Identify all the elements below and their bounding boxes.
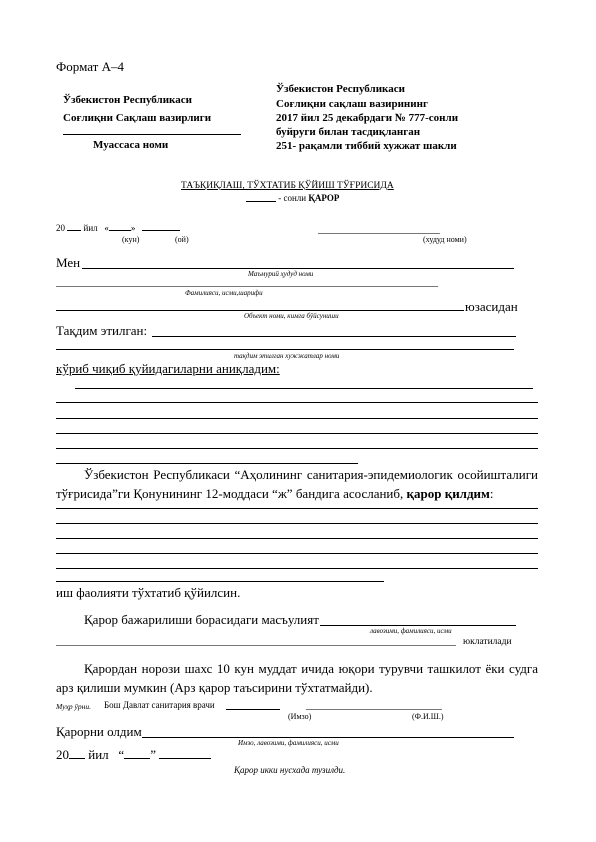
month-caption: (ой) bbox=[175, 235, 189, 244]
approval-line-2: Соғлиқни сақлаш вазирининг bbox=[276, 98, 428, 110]
approval-line-3: 2017 йил 25 декабрдаги № 777-сонли bbox=[276, 112, 459, 124]
year-prefix-2: 20 bbox=[56, 747, 69, 762]
day-caption: (кун) bbox=[122, 235, 140, 244]
year-suffix: йил bbox=[83, 223, 98, 233]
responsibility-label: Қарор бажарилиши борасидаги масъулият bbox=[84, 612, 319, 627]
presented-line-2[interactable] bbox=[56, 349, 514, 350]
year-suffix-2: йил bbox=[88, 747, 109, 762]
date-row bbox=[56, 223, 180, 233]
institution-name-line[interactable] bbox=[63, 134, 241, 135]
assigned-label: юклатилади bbox=[463, 637, 512, 647]
footer-note: Қарор икки нусхада тузилди. bbox=[234, 765, 346, 775]
responsibility-line[interactable] bbox=[320, 625, 516, 626]
fio-line[interactable] bbox=[306, 709, 442, 710]
decision-number-row bbox=[246, 193, 339, 203]
fio-caption: (Ф.И.Ш.) bbox=[412, 712, 444, 721]
presented-label: Тақдим этилган: bbox=[56, 323, 148, 338]
month-field[interactable] bbox=[142, 223, 180, 231]
law-paragraph bbox=[56, 465, 538, 503]
approval-line-4: буйруги билан тасдиқланган bbox=[276, 126, 421, 138]
findings-line-6[interactable] bbox=[56, 463, 358, 464]
region-caption: (худуд номи) bbox=[423, 235, 467, 244]
decision-line-5[interactable] bbox=[56, 568, 538, 569]
quote2-close: ” bbox=[150, 747, 156, 762]
year-prefix: 20 bbox=[56, 223, 65, 233]
decision-line-1[interactable] bbox=[56, 508, 538, 509]
responsible-person-line[interactable] bbox=[56, 645, 456, 646]
region-field[interactable] bbox=[318, 233, 440, 234]
received-label: Қарорни олдим bbox=[56, 724, 142, 739]
findings-line-2[interactable] bbox=[56, 402, 538, 403]
caption-position: лавозими, фамилияси, исми bbox=[370, 627, 452, 635]
caption-official: Маъмурий ҳудуд номи bbox=[248, 270, 314, 278]
approval-line-5: 251- рақамли тиббий хужжат шакли bbox=[276, 140, 457, 152]
ministry-line-2: Соғлиқни Сақлаш вазирлиги bbox=[63, 112, 212, 124]
final-date-row bbox=[56, 748, 211, 761]
chief-doctor-label: Бош Давлат санитария врачи bbox=[104, 700, 215, 710]
approval-line-1: Ўзбекистон Республикаси bbox=[276, 83, 405, 95]
seal-label: Муҳр ўрни. bbox=[56, 702, 91, 711]
decision-line-3[interactable] bbox=[56, 538, 538, 539]
received-line[interactable] bbox=[142, 737, 514, 738]
caption-object: Объект номи, кимга бўйсуниши bbox=[244, 312, 339, 320]
appeal-paragraph: Қарордан норози шахс 10 кун муддат ичида юқори турувчи ташкилот ёки судга арз қилиши мумкин (Арз қарор таъсирини тўхтатмайди). bbox=[56, 661, 538, 695]
findings-line-5[interactable] bbox=[56, 448, 538, 449]
law-paragraph-text: Ўзбекистон Республикаси “Аҳолининг санитария-эпидемиологик осойишталиги тўғрисида”ги Қонунининг 12-моддаси “ж” бандига асосланиб, bbox=[56, 467, 538, 501]
institution-caption: Муассаса номи bbox=[93, 139, 169, 151]
year-field-2[interactable] bbox=[69, 748, 85, 759]
findings-line-3[interactable] bbox=[56, 418, 538, 419]
caption-documents: тақдим этилган хужжатлар номи bbox=[234, 352, 340, 360]
decision-number-field[interactable] bbox=[246, 193, 276, 202]
caption-name: Фамилияси, исми,шарифи bbox=[185, 289, 263, 297]
caption-received: Имзо, лавозими, фамилияси, исми bbox=[238, 739, 339, 747]
decision-line-4[interactable] bbox=[56, 553, 538, 554]
quote-close: » bbox=[130, 223, 136, 233]
presented-line-1[interactable] bbox=[152, 336, 516, 337]
fullname-line[interactable] bbox=[56, 286, 438, 287]
number-suffix: - сонли bbox=[276, 193, 309, 203]
document-title: ТАЪҚИҚЛАШ, ТЎХТАТИБ ҚЎЙИШ ТЎҒРИСИДА bbox=[181, 181, 394, 191]
object-line[interactable] bbox=[56, 310, 464, 311]
quote2-open: “ bbox=[118, 747, 125, 762]
decision-line-6[interactable] bbox=[56, 581, 384, 582]
law-paragraph-end: : bbox=[489, 486, 494, 501]
quote-open: « bbox=[104, 223, 109, 233]
signature-caption: (Имзо) bbox=[288, 712, 312, 721]
decision-line-2[interactable] bbox=[56, 523, 538, 524]
signature-line[interactable] bbox=[226, 709, 280, 710]
month-field-2[interactable] bbox=[159, 748, 211, 759]
official-line[interactable] bbox=[82, 268, 514, 269]
karor-label: ҚАРОР bbox=[308, 193, 340, 203]
day-field[interactable] bbox=[109, 223, 131, 231]
format-label: Формат А–4 bbox=[56, 59, 124, 74]
findings-line-1[interactable] bbox=[75, 388, 533, 389]
findings-heading: кўриб чиқиб қуйидагиларни аниқладим: bbox=[56, 361, 280, 376]
yuzasidan-label: юзасидан bbox=[465, 299, 518, 314]
decision-keyword: қарор қилдим bbox=[406, 486, 490, 501]
suspended-text: иш фаолияти тўхтатиб қўйилсин. bbox=[56, 585, 241, 600]
men-label: Мен bbox=[56, 255, 81, 270]
day-field-2[interactable] bbox=[124, 748, 150, 759]
findings-line-4[interactable] bbox=[56, 433, 538, 434]
year-field[interactable] bbox=[67, 223, 81, 231]
ministry-line-1: Ўзбекистон Республикаси bbox=[63, 94, 192, 106]
